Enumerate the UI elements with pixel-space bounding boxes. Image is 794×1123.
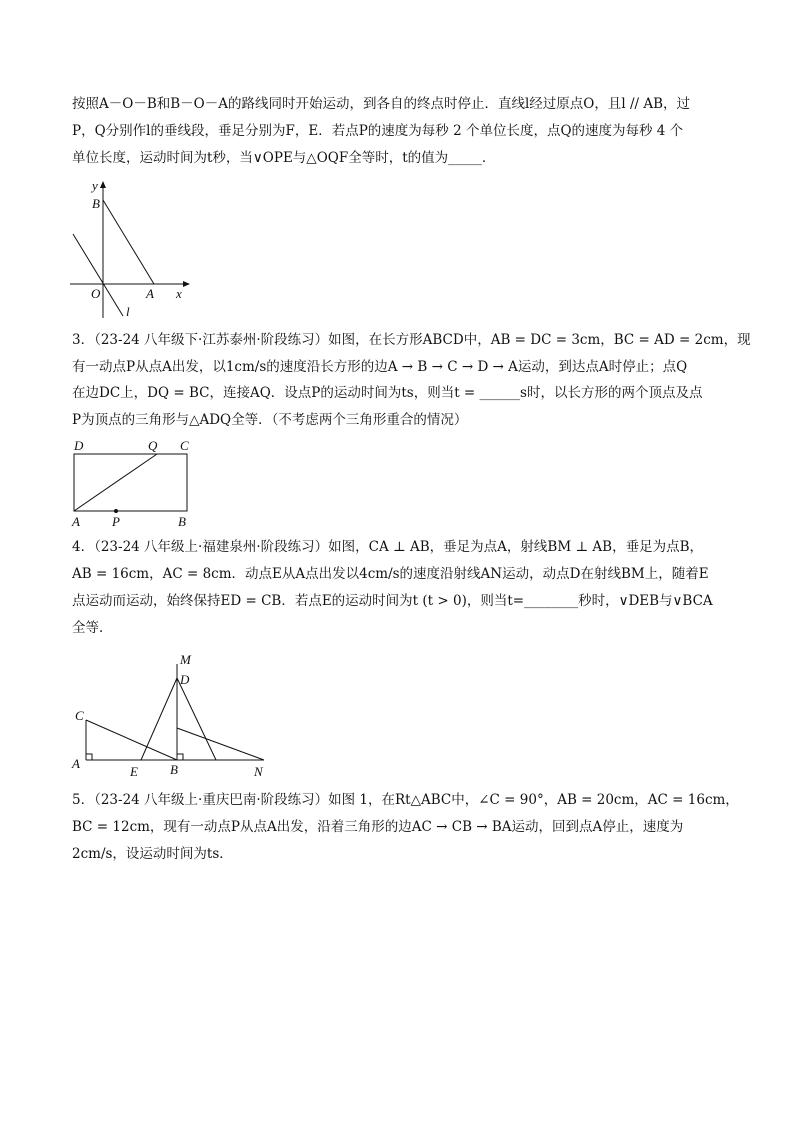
q3-line-1: 3．（23-24 八年级下·江苏泰州·阶段练习）如图，在长方形ABCD中，AB = DC = 3cm，BC = AD = 2cm，现 xyxy=(72,332,751,348)
q4-line-1: 4．（23-24 八年级上·福建泉州·阶段练习）如图，CA ⊥ AB，垂足为点A，射线BM ⊥ AB，垂足为点B， xyxy=(72,539,704,555)
label-q: Q xyxy=(148,438,158,453)
label-n: N xyxy=(254,764,263,779)
segment-ab xyxy=(103,200,154,284)
line-l xyxy=(73,234,123,316)
label-a: A xyxy=(72,756,80,771)
q5-line-3: 2cm/s，设运动时间为ts． xyxy=(72,846,233,862)
q4-line-3: 点运动而运动，始终保持ED = CB．若点E的运动时间为t (t > 0)，则当t=________秒时，∨DEB与∨BCA xyxy=(72,593,713,609)
figure-rectangle xyxy=(66,436,206,534)
q3-line-4: P为顶点的三角形与△ADQ全等．（不考虑两个三角形重合的情况） xyxy=(72,412,468,428)
q5-line-1: 5．（23-24 八年级上·重庆巴南·阶段练习）如图 1，在Rt△ABC中，∠C = 90°，AB = 20cm，AC = 16cm， xyxy=(72,792,739,808)
label-l: l xyxy=(126,304,130,319)
figure-3-svg xyxy=(66,650,276,782)
segment-cb xyxy=(86,720,177,760)
label-y: y xyxy=(92,178,98,193)
right-angle-b xyxy=(177,754,183,760)
figure-1-svg xyxy=(66,178,196,320)
x-axis-arrow xyxy=(183,281,190,287)
q4-line-4: 全等． xyxy=(72,620,113,636)
segment-d-ground xyxy=(177,678,216,760)
label-b: B xyxy=(92,196,100,211)
label-a: A xyxy=(72,514,80,529)
segment-aq xyxy=(74,454,157,511)
label-c: C xyxy=(180,438,189,453)
figure-coordinate-axes xyxy=(66,178,196,324)
y-axis-arrow xyxy=(100,181,106,188)
segment-de xyxy=(141,678,177,760)
label-d: D xyxy=(180,672,190,687)
q4-line-2: AB = 16cm，AC = 8cm．动点E从A点出发以4cm/s的速度沿射线AN运动，动点D在射线BM上，随着E xyxy=(72,566,709,582)
figure-2-svg xyxy=(66,436,206,530)
label-m: M xyxy=(180,652,191,667)
label-a: A xyxy=(146,286,154,301)
intro-line-1: 按照A－O－B和B－O－A的路线同时开始运动，到各自的终点时停止．直线l经过原点O，且l // AB，过 xyxy=(72,96,691,112)
label-p: P xyxy=(112,514,120,529)
intro-line-2: P，Q分别作l的垂线段，垂足分别为F，E．若点P的速度为每秒 2 个单位长度，点Q的速度为每秒 4 个 xyxy=(72,123,684,139)
segment-to-n xyxy=(177,728,264,760)
right-angle-a xyxy=(86,754,92,760)
label-b: B xyxy=(170,762,178,777)
label-c: C xyxy=(75,708,84,723)
point-p xyxy=(114,509,118,513)
q5-line-2: BC = 12cm，现有一动点P从点A出发，沿着三角形的边AC → CB → BA运动，回到点A停止，速度为 xyxy=(72,819,684,835)
label-e: E xyxy=(130,764,138,779)
intro-line-3: 单位长度，运动时间为t秒，当∨OPE与△OQF全等时，t的值为_____． xyxy=(72,150,496,166)
q3-line-3: 在边DC上，DQ = BC，连接AQ．设点P的运动时间为ts，则当t = ______s时，以长方形的两个顶点及点 xyxy=(72,385,703,401)
label-o: O xyxy=(91,286,101,301)
rectangle-abcd xyxy=(74,454,187,511)
label-x: x xyxy=(176,286,182,301)
label-d: D xyxy=(74,438,84,453)
q3-line-2: 有一动点P从点A出发，以1cm/s的速度沿长方形的边A → B → C → D → A运动，到达点A时停止；点Q xyxy=(72,359,688,375)
figure-triangles xyxy=(66,650,276,786)
label-b: B xyxy=(178,514,186,529)
